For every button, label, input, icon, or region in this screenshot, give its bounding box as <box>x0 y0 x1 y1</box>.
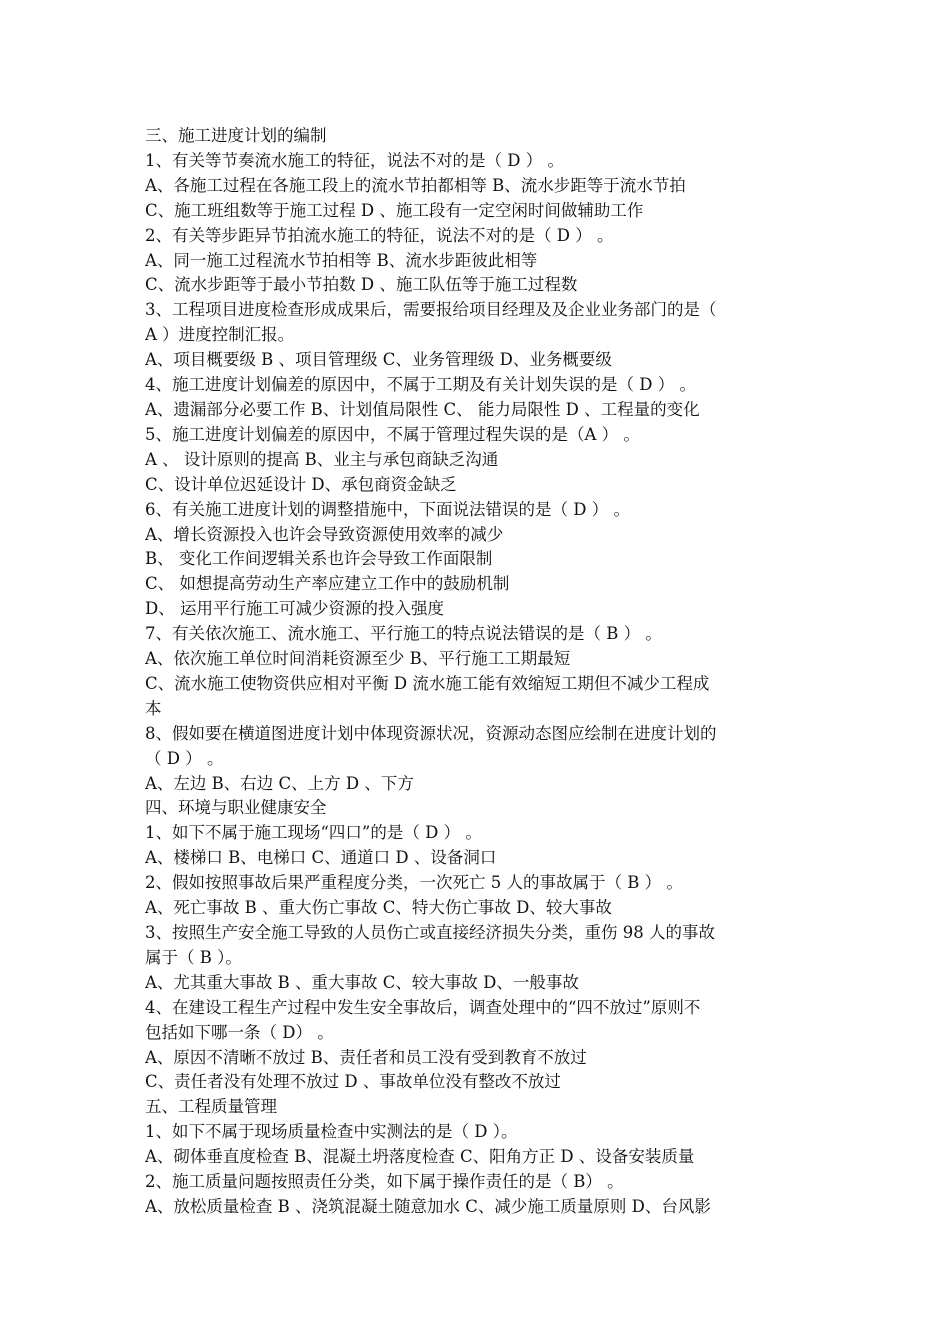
answer-options: A、增长资源投入也许会导致资源使用效率的减少 <box>145 524 504 544</box>
answer-options: C、 如想提高劳动生产率应建立工作中的鼓励机制 <box>145 574 510 594</box>
question-text: （ D ） 。 <box>145 748 224 768</box>
question-text: 6、有关施工进度计划的调整措施中，下面说法错误的是（ D ） 。 <box>145 499 630 519</box>
question-text: 1、如下不属于施工现场“四口”的是（ D ） 。 <box>145 823 482 843</box>
answer-options: A、依次施工单位时间消耗资源至少 B、平行施工工期最短 <box>145 649 571 669</box>
answer-options: A、项目概要级 B 、项目管理级 C、业务管理级 D、业务概要级 <box>145 350 612 370</box>
question-text: 7、有关依次施工、流水施工、平行施工的特点说法错误的是（ B ） 。 <box>145 624 662 644</box>
question-text: 包括如下哪一条（ D） 。 <box>145 1022 334 1042</box>
answer-options: A、尤其重大事故 B 、重大事故 C、较大事故 D、一般事故 <box>145 972 579 992</box>
question-text: 2、假如按照事故后果严重程度分类，一次死亡 5 人的事故属于（ B ） 。 <box>145 873 683 893</box>
question-text: 5、施工进度计划偏差的原因中，不属于管理过程失误的是（A ） 。 <box>145 424 640 444</box>
section-heading: 三、施工进度计划的编制 <box>145 126 327 145</box>
section-heading: 五、工程质量管理 <box>145 1097 277 1117</box>
answer-options: C、流水施工使物资供应相对平衡 D 流水施工能有效缩短工期但不减少工程成 <box>145 673 710 693</box>
answer-options: B、 变化工作间逻辑关系也许会导致工作面限制 <box>145 549 493 569</box>
question-text: 3、工程项目进度检查形成成果后，需要报给项目经理及及企业业务部门的是（ <box>145 300 717 320</box>
question-text: 1、如下不属于现场质量检查中实测法的是（ D ）。 <box>145 1122 518 1142</box>
question-text: 2、施工质量问题按照责任分类，如下属于操作责任的是（ B） 。 <box>145 1172 624 1192</box>
answer-options: A、原因不清晰不放过 B、责任者和员工没有受到教育不放过 <box>145 1047 587 1067</box>
answer-options: A、遗漏部分必要工作 B、计划值局限性 C、 能力局限性 D 、工程量的变化 <box>145 399 700 419</box>
answer-options: 本 <box>145 698 162 718</box>
answer-options: D、 运用平行施工可减少资源的投入强度 <box>145 599 444 619</box>
answer-options: A、死亡事故 B 、重大伤亡事故 C、特大伤亡事故 D、较大事故 <box>145 898 612 918</box>
answer-options: C、施工班组数等于施工过程 D 、施工段有一定空闲时间做辅助工作 <box>145 200 644 220</box>
answer-options: A、同一施工过程流水节拍相等 B、流水步距彼此相等 <box>145 250 538 270</box>
question-text: 2、有关等步距异节拍流水施工的特征，说法不对的是（ D ） 。 <box>145 225 614 245</box>
question-text: 3、按照生产安全施工导致的人员伤亡或直接经济损失分类，重伤 98 人的事故 <box>145 923 715 942</box>
question-text: 8、假如要在横道图进度计划中体现资源状况，资源动态图应绘制在进度计划的 <box>145 723 717 743</box>
answer-options: C、责任者没有处理不放过 D 、事故单位没有整改不放过 <box>145 1072 561 1092</box>
section-heading: 四、环境与职业健康安全 <box>145 798 327 818</box>
document-page <box>145 124 810 1220</box>
answer-options: A、各施工过程在各施工段上的流水节拍都相等 B、流水步距等于流水节拍 <box>145 175 686 195</box>
question-text: 1、有关等节奏流水施工的特征，说法不对的是（ D ） 。 <box>145 150 564 170</box>
question-text: 属于（ B ）。 <box>145 947 242 967</box>
answer-options: A、楼梯口 B、电梯口 C、通道口 D 、设备洞口 <box>145 848 497 868</box>
answer-options: A、放松质量检查 B 、浇筑混凝土随意加水 C、减少施工质量原则 D、台风影 <box>145 1196 711 1216</box>
question-text: 4、在建设工程生产过程中发生安全事故后，调查处理中的“四不放过”原则不 <box>145 997 701 1017</box>
answer-options: A、左边 B、右边 C、上方 D 、下方 <box>145 773 414 793</box>
answer-options: A 、 设计原则的提高 B、业主与承包商缺乏沟通 <box>145 449 499 469</box>
question-text: A ）进度控制汇报。 <box>145 325 295 345</box>
answer-options: C、设计单位迟延设计 D、承包商资金缺乏 <box>145 474 457 494</box>
answer-options: C、流水步距等于最小节拍数 D 、施工队伍等于施工过程数 <box>145 275 578 295</box>
answer-options: A、砌体垂直度检查 B、混凝土坍落度检查 C、阳角方正 D 、设备安装质量 <box>145 1147 695 1167</box>
question-text: 4、施工进度计划偏差的原因中，不属于工期及有关计划失误的是（ D ） 。 <box>145 375 696 395</box>
